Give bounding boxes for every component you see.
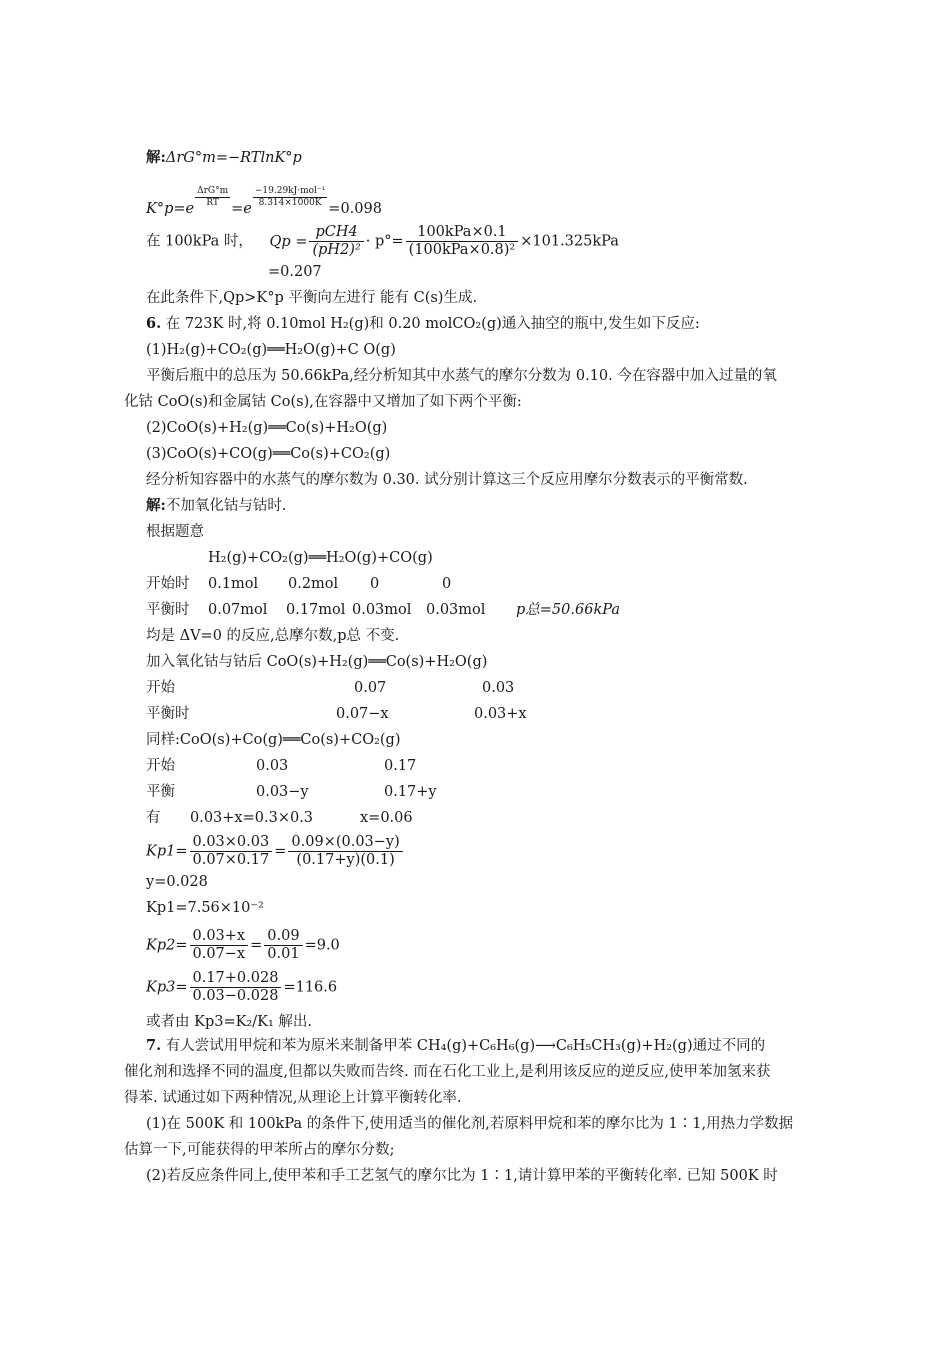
row-label: 平衡时 [146, 602, 190, 618]
question-number: 6. [146, 315, 162, 332]
cell: 0.2mol [288, 576, 339, 592]
solution-label: 解: [146, 497, 166, 514]
exponent-fraction-2: −19.29kJ·mol⁻¹ 8.314×1000K [254, 186, 326, 208]
kp3-fraction: $\frac{0.17+0.028}{0.03-0.028}$ [190, 970, 282, 1005]
cell: 0.07−x [336, 706, 389, 722]
gibbs-equation: ΔrG°m=−RTlnK°p [165, 150, 302, 166]
cell: 0.07 [354, 680, 387, 696]
y-value: y=0.028 [146, 874, 208, 890]
conclusion-line: 在此条件下,Qp>K°p 平衡向左进行 能有 C(s)生成. [146, 290, 478, 306]
reaction-3: (3)CoO(s)+CO(g)══Co(s)+CO₂(g) [146, 446, 391, 462]
kp3-lhs: Kp3= [146, 979, 188, 996]
alternative-note: 或者由 Kp3=K₂/K₁ 解出. [146, 1014, 312, 1030]
question-6 [146, 314, 700, 334]
x-value: x=0.06 [360, 810, 413, 826]
row-label: 平衡 [146, 784, 175, 800]
cell: 0.17 [384, 758, 417, 774]
kp2-fraction-1: $\frac{0.03+x}{0.07-x}$ [190, 928, 249, 963]
q7-line-2: 催化剂和选择不同的温度,但都以失败而告终. 而在石化工业上,是利用该反应的逆反应,使甲苯加氢来获 [124, 1064, 771, 1080]
solution-label: 解: [146, 149, 166, 166]
q7-sub-1a: (1)在 500K 和 100kPa 的条件下,使用适当的催化剂,若原料甲烷和苯的摩尔比为 1∶1,用热力学数据 [146, 1116, 794, 1132]
kp2-result: =9.0 [304, 937, 340, 954]
cell: 0.07mol [208, 602, 268, 618]
cell: 0.03mol [352, 602, 412, 618]
have-line [146, 808, 746, 828]
total-pressure: p总=50.66kPa [516, 602, 620, 618]
cell: 0.17+y [384, 784, 437, 800]
qp-fraction-1: $\frac{\text{pCH4}}{\text{(pH2)²}}$ [309, 224, 363, 259]
kp1-lhs: Kp1= [146, 843, 188, 860]
cell: 0 [442, 576, 452, 592]
kp3-equation [146, 970, 337, 1005]
q6-para-1: 平衡后瓶中的总压为 50.66kPa,经分析知其中水蒸气的摩尔分数为 0.10. 今在容器中加入过量的氧 [146, 368, 777, 384]
volume-note: 均是 ΔV=0 的反应,总摩尔数,p总 不变. [146, 628, 400, 644]
question-7 [146, 1036, 765, 1056]
reaction-2: (2)CoO(s)+H₂(g)══Co(s)+H₂O(g) [146, 420, 388, 436]
q7-line-3: 得苯. 试通过如下两种情况,从理论上计算平衡转化率. [124, 1090, 462, 1106]
start-row-3 [146, 756, 746, 776]
kp-lhs: K°p= [146, 201, 186, 217]
kp3-result: =116.6 [283, 979, 338, 996]
kp-result: =0.098 [328, 201, 382, 217]
equilibrium-row-3 [146, 782, 746, 802]
cell: 0.03−y [256, 784, 309, 800]
question-text: 有人尝试用甲烷和苯为原米来制备甲苯 CH₄(g)+C₆H₆(g)⟶C₆H₅CH₃(g)+H₂(g)通过不同的 [165, 1038, 766, 1054]
qp-lhs: Qp = [269, 233, 308, 250]
same-reaction: 同样:CoO(s)+Co(g)══Co(s)+CO₂(g) [146, 732, 401, 748]
row-label: 开始 [146, 758, 175, 774]
cell: 0.03 [482, 680, 515, 696]
exponent-fraction-1: ΔrG°m RT [197, 186, 229, 208]
qp-fraction-2: $\frac{\text{100kPa×0.1}}{\text{(100kPa×0.8)²}}$ [406, 224, 519, 259]
cell: 0 [370, 576, 380, 592]
equilibrium-row-2 [146, 704, 746, 724]
qp-result: =0.207 [268, 264, 322, 280]
row-label: 开始 [146, 680, 175, 696]
question-number: 7. [146, 1037, 162, 1054]
exp-base: e [185, 201, 195, 217]
kp1-value: Kp1=7.56×10⁻² [146, 900, 264, 916]
qp-equation [146, 224, 619, 259]
qp-tail: ×101.325kPa [520, 233, 619, 250]
q6-para-2: 化钴 CoO(s)和金属钴 Co(s),在容器中又增加了如下两个平衡: [124, 394, 522, 410]
solution-text: 不加氧化钴与钴时. [165, 498, 287, 514]
solution-line-1 [146, 148, 302, 168]
row-label: 平衡时 [146, 706, 190, 722]
qp-prefix: 在 100kPa 时， [146, 233, 253, 250]
kp-equation [146, 186, 382, 219]
exp-base-2: =e [231, 201, 252, 217]
row-label: 有 [146, 810, 161, 826]
question-text: 在 723K 时,将 0.10mol H₂(g)和 0.20 molCO₂(g)通入抽空的瓶中,发生如下反应: [165, 316, 700, 332]
reaction-1: (1)H₂(g)+CO₂(g)══H₂O(g)+C O(g) [146, 342, 396, 358]
start-row [146, 574, 846, 594]
q7-sub-2a: (2)若反应条件同上,使甲苯和手工艺氢气的摩尔比为 1∶1,请计算甲苯的平衡转化率. 已知 500K 时 [146, 1168, 778, 1184]
q6-para-3: 经分析知容器中的水蒸气的摩尔数为 0.30. 试分别计算这三个反应用摩尔分数表示的平衡常数. [146, 472, 748, 488]
solution-2-intro [146, 496, 286, 516]
cell: 0.03mol [426, 602, 486, 618]
cell: 0.17mol [286, 602, 346, 618]
start-row-2 [146, 678, 746, 698]
kp2-lhs: Kp2= [146, 937, 188, 954]
x-equation: 0.03+x=0.3×0.3 [190, 810, 314, 826]
equilibrium-row [146, 600, 846, 620]
kp1-fraction-2: $\frac{0.09\times(0.03-y)}{(0.17+y)(0.1)}$ [288, 834, 402, 869]
cell: 0.03+x [474, 706, 527, 722]
q7-sub-1b: 估算一下,可能获得的甲苯所占的摩尔分数; [124, 1142, 395, 1158]
added-reaction: 加入氧化钴与钴后 CoO(s)+H₂(g)══Co(s)+H₂O(g) [146, 654, 488, 670]
main-reaction: H₂(g)+CO₂(g)══H₂O(g)+CO(g) [208, 550, 433, 566]
cell: 0.03 [256, 758, 289, 774]
cell: 0.1mol [208, 576, 259, 592]
kp2-fraction-2: $\frac{0.09}{0.01}$ [264, 928, 302, 963]
according-text: 根据题意 [146, 524, 204, 540]
kp1-fraction-1: $\frac{0.03\times 0.03}{0.07\times 0.17}$ [190, 834, 273, 869]
row-label: 开始时 [146, 576, 190, 592]
kp1-equation: Kp1= $\frac{0.03\times 0.03}{0.07\times 0.17}$ = $\frac{0.09\times(0.03-y)}{(0.17+y)(0.1)}$ [146, 834, 405, 869]
kp2-equation: Kp2= $\frac{0.03+x}{0.07-x}$ = $\frac{0.09}{0.01}$ =9.0 [146, 928, 340, 962]
qp-mid: · p°= [365, 233, 404, 250]
